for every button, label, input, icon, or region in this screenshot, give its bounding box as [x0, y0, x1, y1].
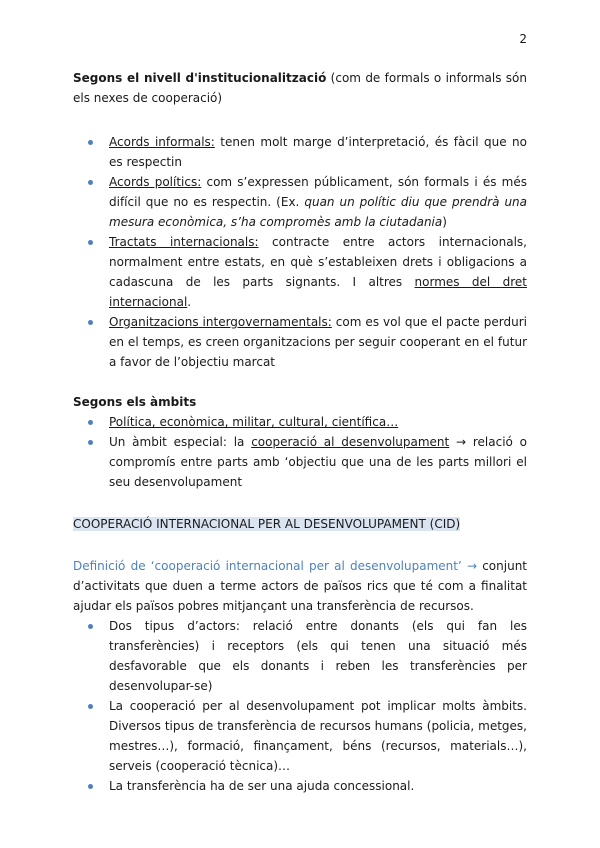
heading-rest: (com de formals o informals són els nexes de cooperació): [73, 71, 527, 105]
definition-term: Definició de ‘cooperació internacional per al desenvolupament’ →: [73, 559, 478, 573]
cid-title: [73, 514, 527, 534]
term-text: com es vol que el pacte perduri en el temps, es creen organitzacions per seguir cooperant en el futur a favor de l’objectiu marcat: [109, 315, 528, 369]
bullet-icon: [88, 180, 93, 185]
definition-text: conjunt d’activitats que duen a terme actors de països rics que té com a finalitat ajudar els països pobres mitjançant una transferència de recursos.: [73, 559, 528, 613]
item-text: La cooperació per al desenvolupament pot implicar molts àmbits. Diversos tipus de transferència de recursos humans (policia, metges, mestres…), formació, finançament, béns (recursos, materials…), serveis (cooperació tècnica)…: [109, 699, 527, 773]
list-item: [73, 616, 527, 696]
term: Organitzacions intergovernamentals:: [109, 315, 332, 329]
term: Política, econòmica, militar, cultural, científica…: [109, 415, 399, 429]
bullet-icon: [88, 320, 93, 325]
term: Tractats internacionals:: [109, 235, 259, 249]
cid-list: [73, 616, 527, 796]
section-institutionalization-heading: [73, 68, 527, 108]
term: Acords polítics:: [109, 175, 202, 189]
bullet-icon: [88, 420, 93, 425]
term-text: → relació o compromís entre parts amb ‘objectiu que una de les parts millori el seu desenvolupament: [109, 435, 527, 489]
tail-text: .: [187, 295, 192, 309]
bullet-icon: [88, 140, 93, 145]
tail-text: ): [442, 215, 447, 229]
term: Acords informals:: [109, 135, 215, 149]
list-item: [73, 696, 527, 776]
term-text: com s’expressen públicament, són formals i és més difícil que no es respectin. (Ex.: [109, 175, 527, 209]
section-scopes-heading: Segons els àmbits: [73, 395, 197, 409]
example-text: quan un polític diu que prendrà una mesura econòmica, s’ha compromès amb la ciutadania: [109, 195, 528, 229]
list-item: [73, 412, 527, 432]
bullet-icon: [88, 784, 93, 789]
list-item: [73, 232, 527, 312]
term-text: tenen molt marge d’interpretació, és fàcil que no es respectin: [109, 135, 527, 169]
list-item: [73, 172, 527, 232]
term-text: contracte entre actors internacionals, normalment entre estats, en què s’estableixen drets i obligacions a cadascuna de les parts signants. I altres: [109, 235, 527, 289]
document-body: [73, 64, 527, 796]
page-number: 2: [519, 32, 527, 46]
scopes-list: [73, 412, 527, 492]
heading-bold: Segons el nivell d'institucionalització: [73, 71, 327, 85]
list-item: [73, 132, 527, 172]
item-text: La transferència ha de ser una ajuda concessional.: [109, 779, 415, 793]
prefix-text: Un àmbit especial: la: [109, 435, 252, 449]
cid-title-text: COOPERACIÓ INTERNACIONAL PER AL DESENVOLUPAMENT (CID): [73, 517, 461, 531]
item-text: Dos tipus d’actors: relació entre donants (els qui fan les transferències) i receptors (els qui tenen una situació més desfavorable que els donants i reben les transferències per desenvolupar-se): [109, 619, 527, 693]
bullet-icon: [88, 704, 93, 709]
bullet-icon: [88, 240, 93, 245]
institutionalization-list: [73, 132, 527, 372]
law-link: normes del dret internacional: [109, 275, 527, 309]
list-item: [73, 432, 527, 492]
list-item: [73, 776, 527, 796]
cid-definition: [73, 556, 527, 616]
bullet-icon: [88, 624, 93, 629]
term: cooperació al desenvolupament: [251, 435, 450, 449]
list-item: [73, 312, 527, 372]
bullet-icon: [88, 440, 93, 445]
